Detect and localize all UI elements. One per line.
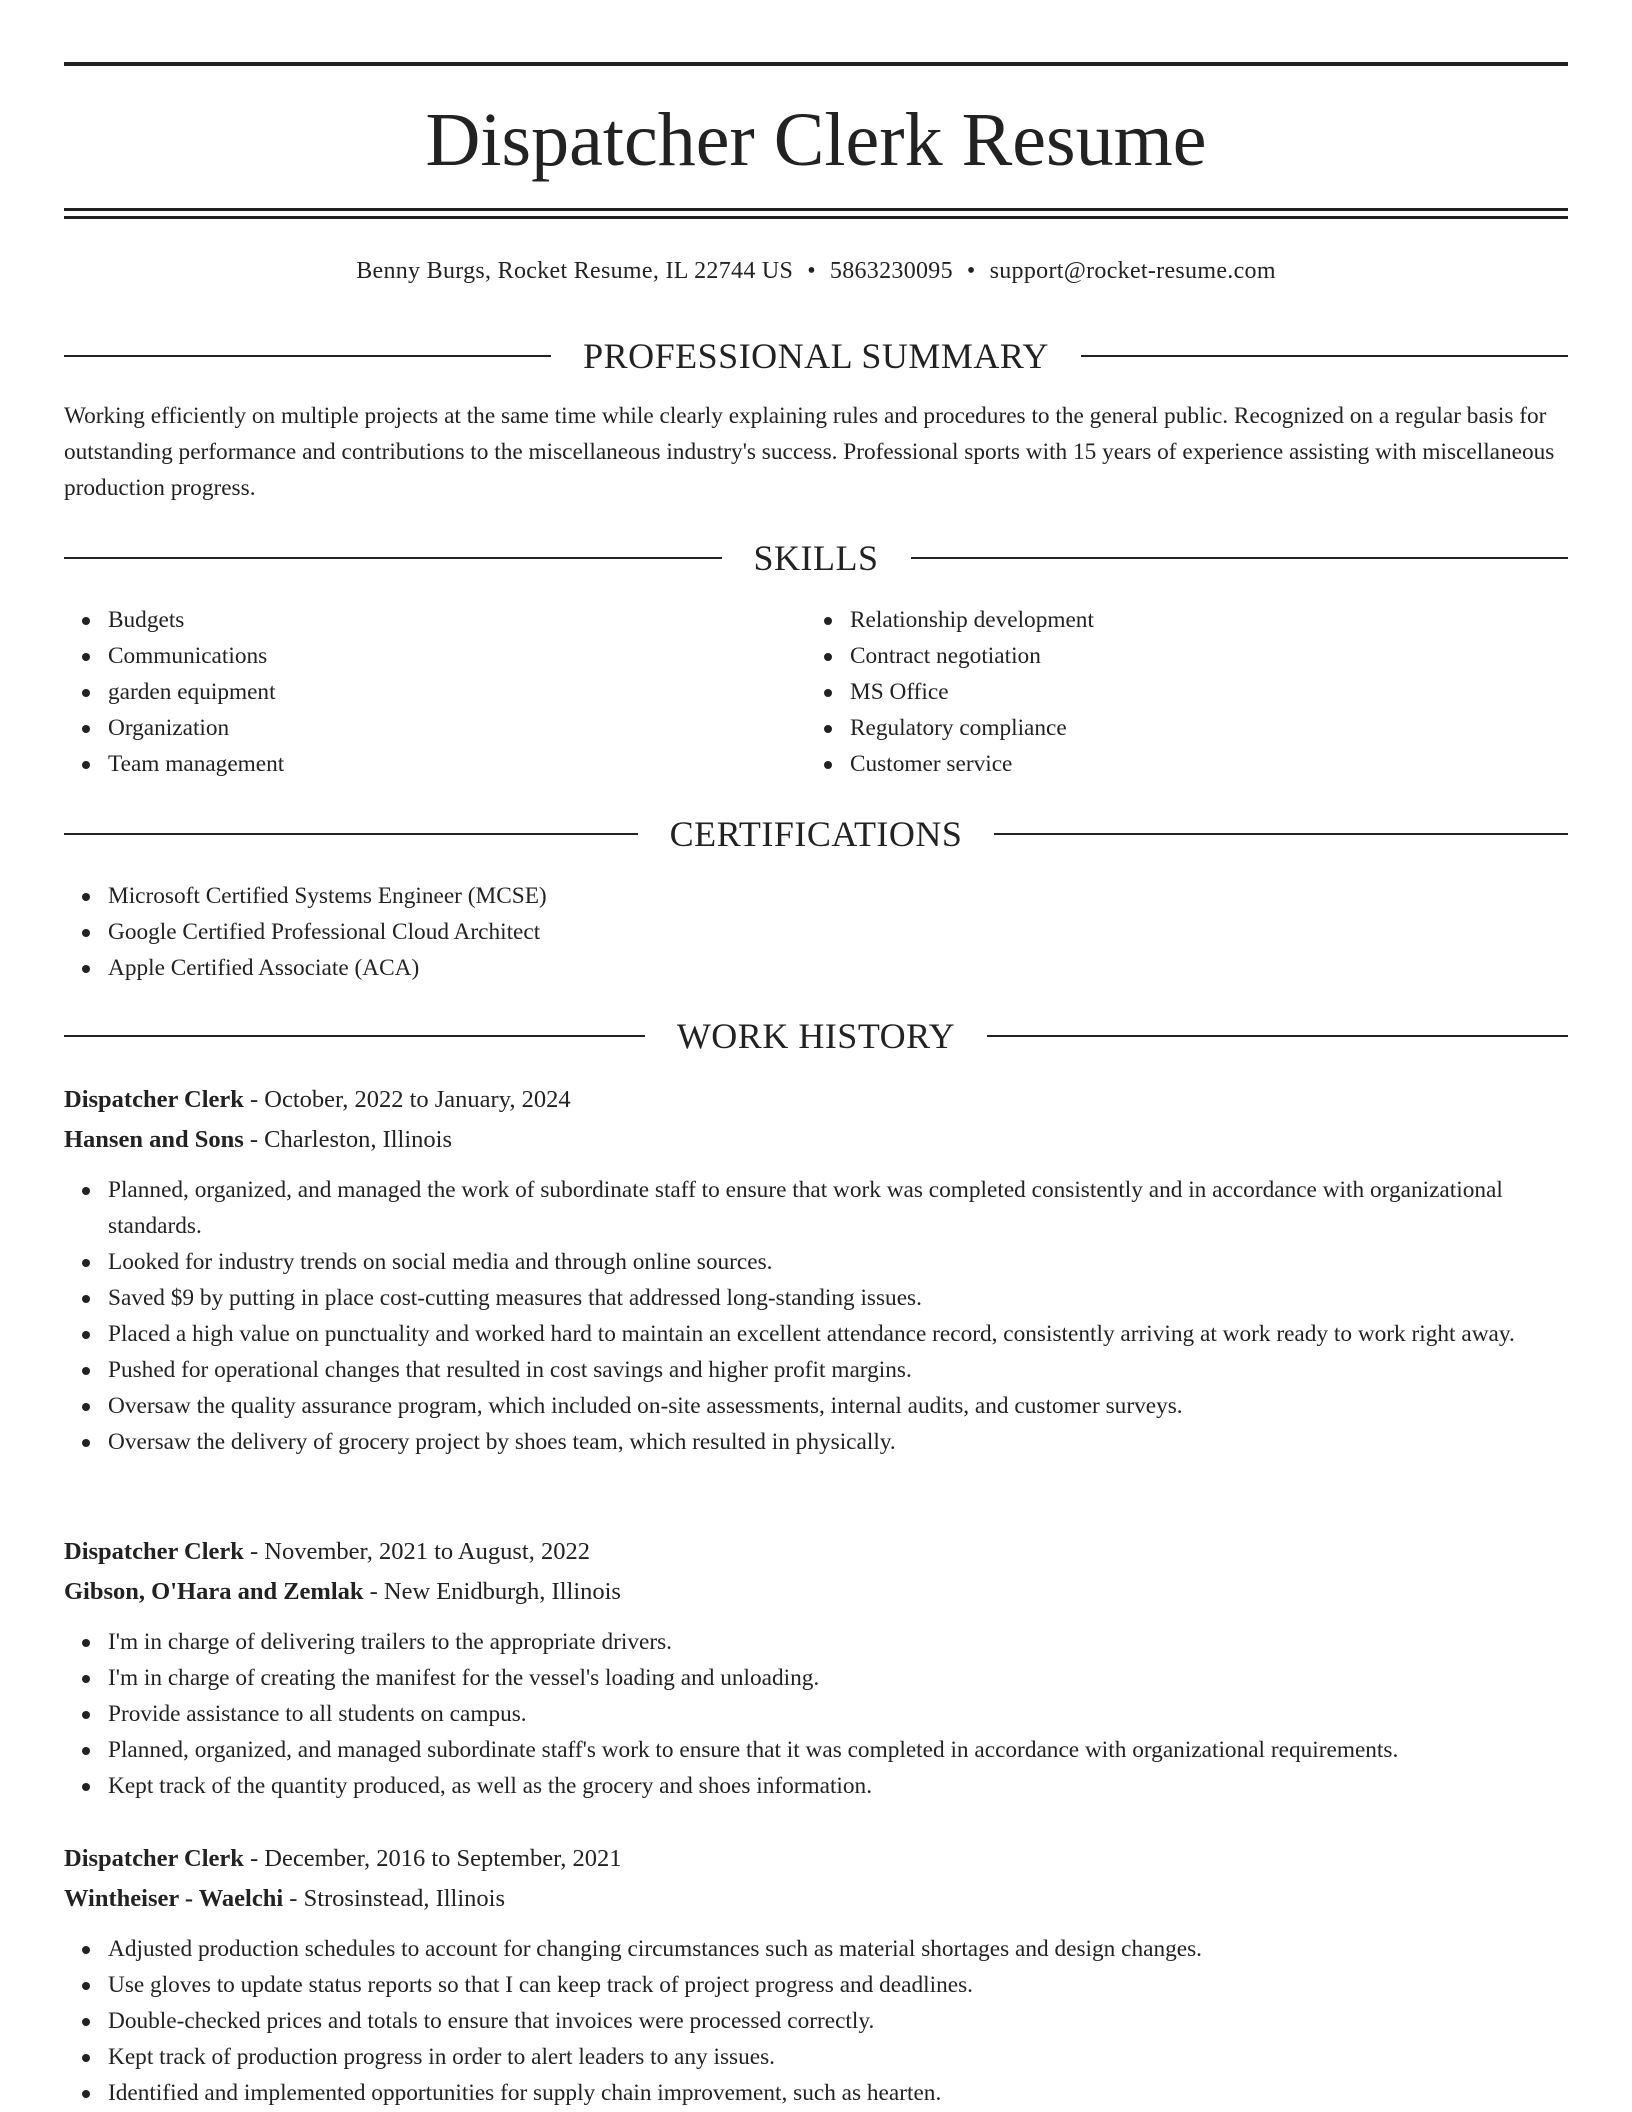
summary-text: Working efficiently on multiple projects at the same time while clearly explaining rules and procedures to the general public. Recognized on a regular basis for outstanding performance and contributions to the miscellaneous industry's success. Professional sports with 15 years of experience assisting with miscellaneous production progress. xyxy=(64,403,1555,501)
resume-title: Dispatcher Clerk Resume xyxy=(425,98,1207,182)
job-duty: Looked for industry trends on social media and through online sources. xyxy=(108,1244,1568,1280)
skill-item: Customer service xyxy=(850,746,1566,782)
certification-item: Apple Certified Associate (ACA) xyxy=(108,950,1568,986)
heading-rule-right xyxy=(994,833,1568,835)
job-title-line xyxy=(64,1080,1568,1120)
job-duty: Oversaw the quality assurance program, which included on-site assessments, internal audits, and customer surveys. xyxy=(108,1388,1568,1424)
contact-separator: • xyxy=(966,258,976,284)
summary-section-heading xyxy=(64,334,1568,378)
job-location: - Charleston, Illinois xyxy=(243,1126,452,1153)
header-double-rule-lower xyxy=(64,216,1568,219)
skill-item: Regulatory compliance xyxy=(850,710,1566,746)
contact-phone: 5863230095 xyxy=(829,258,953,284)
skill-item: garden equipment xyxy=(108,674,764,710)
skills-column-left xyxy=(64,602,764,782)
job-dates: - October, 2022 to January, 2024 xyxy=(243,1086,571,1113)
job-location: - Strosinstead, Illinois xyxy=(283,1885,506,1912)
contact-line xyxy=(64,254,1568,288)
certifications-block xyxy=(64,878,1568,986)
skills-column-right xyxy=(806,602,1566,782)
heading-rule-left xyxy=(64,355,551,357)
skill-item: Relationship development xyxy=(850,602,1566,638)
skill-item: Communications xyxy=(108,638,764,674)
job-duty: Kept track of production progress in order to alert leaders to any issues. xyxy=(108,2039,1568,2075)
header-top-rule xyxy=(64,62,1568,66)
job-duties-list xyxy=(64,1172,1568,1460)
job-location: - New Enidburgh, Illinois xyxy=(363,1578,621,1605)
skill-item: Budgets xyxy=(108,602,764,638)
heading-rule-right xyxy=(987,1035,1568,1037)
work-history-section-heading xyxy=(64,1014,1568,1058)
job-duty: Oversaw the delivery of grocery project by shoes team, which resulted in physically. xyxy=(108,1424,1568,1460)
certification-item: Microsoft Certified Systems Engineer (MCSE) xyxy=(108,878,1568,914)
job-title-line xyxy=(64,1839,1568,1879)
job-dates: - November, 2021 to August, 2022 xyxy=(243,1538,590,1565)
job-duty: I'm in charge of creating the manifest for the vessel's loading and unloading. xyxy=(108,1660,1568,1696)
skills-list-left xyxy=(64,602,764,782)
job-duties-list xyxy=(64,1931,1568,2111)
job-title: Dispatcher Clerk xyxy=(64,1538,244,1565)
certifications-heading-label: CERTIFICATIONS xyxy=(669,814,963,854)
work-history-heading-label: WORK HISTORY xyxy=(676,1016,956,1056)
job-company: Hansen and Sons xyxy=(64,1126,244,1153)
contact-separator: • xyxy=(807,258,816,284)
job-duties-list xyxy=(64,1624,1568,1804)
certifications-section-heading xyxy=(64,812,1568,856)
job-title: Dispatcher Clerk xyxy=(64,1845,244,1872)
job-title-line xyxy=(64,1532,1568,1572)
heading-rule-left xyxy=(64,557,722,559)
job-duty: Placed a high value on punctuality and worked hard to maintain an excellent attendance record, consistently arriving at work ready to work right away. xyxy=(108,1316,1568,1352)
skill-item: Contract negotiation xyxy=(850,638,1566,674)
heading-rule-left xyxy=(64,1035,645,1037)
heading-rule-left xyxy=(64,833,638,835)
heading-rule-right xyxy=(1081,355,1568,357)
skills-section-heading xyxy=(64,536,1568,580)
certifications-list xyxy=(64,878,1568,986)
job-duty: Use gloves to update status reports so that I can keep track of project progress and deadlines. xyxy=(108,1967,1568,2003)
skills-list-right xyxy=(806,602,1566,782)
job-company-line xyxy=(64,1572,1568,1612)
summary-heading-label: PROFESSIONAL SUMMARY xyxy=(583,336,1049,376)
contact-address: Benny Burgs, Rocket Resume, IL 22744 US xyxy=(356,258,794,284)
job-title: Dispatcher Clerk xyxy=(64,1086,244,1113)
job-dates: - December, 2016 to September, 2021 xyxy=(243,1845,622,1872)
job-duty: I'm in charge of delivering trailers to the appropriate drivers. xyxy=(108,1624,1568,1660)
job-company: Gibson, O'Hara and Zemlak xyxy=(64,1578,364,1605)
job-duty: Adjusted production schedules to account for changing circumstances such as material shortages and design changes. xyxy=(108,1931,1568,1967)
certification-item: Google Certified Professional Cloud Architect xyxy=(108,914,1568,950)
job-duty: Double-checked prices and totals to ensure that invoices were processed correctly. xyxy=(108,2003,1568,2039)
job-duty: Planned, organized, and managed subordinate staff's work to ensure that it was completed in accordance with organizational requirements. xyxy=(108,1732,1568,1768)
heading-rule-right xyxy=(911,557,1569,559)
job-company-line xyxy=(64,1120,1568,1160)
job-duty: Provide assistance to all students on campus. xyxy=(108,1696,1568,1732)
header-double-rule-upper xyxy=(64,208,1568,211)
job-entry xyxy=(64,1080,1568,1460)
job-duty: Saved $9 by putting in place cost-cutting measures that addressed long-standing issues. xyxy=(108,1280,1568,1316)
skill-item: Team management xyxy=(108,746,764,782)
job-duty: Planned, organized, and managed the work of subordinate staff to ensure that work was completed consistently and in accordance with organizational standards. xyxy=(108,1172,1568,1244)
job-duty: Identified and implemented opportunities for supply chain improvement, such as hearten. xyxy=(108,2075,1568,2111)
skill-item: MS Office xyxy=(850,674,1566,710)
contact-email: support@rocket-resume.com xyxy=(989,258,1276,284)
job-duty: Pushed for operational changes that resulted in cost savings and higher profit margins. xyxy=(108,1352,1568,1388)
job-company-line xyxy=(64,1879,1568,1919)
job-company: Wintheiser - Waelchi xyxy=(64,1885,284,1912)
skills-heading-label: SKILLS xyxy=(753,538,879,578)
job-duty: Kept track of the quantity produced, as well as the grocery and shoes information. xyxy=(108,1768,1568,1804)
skill-item: Organization xyxy=(108,710,764,746)
job-entry xyxy=(64,1839,1568,2111)
job-entry xyxy=(64,1532,1568,1804)
